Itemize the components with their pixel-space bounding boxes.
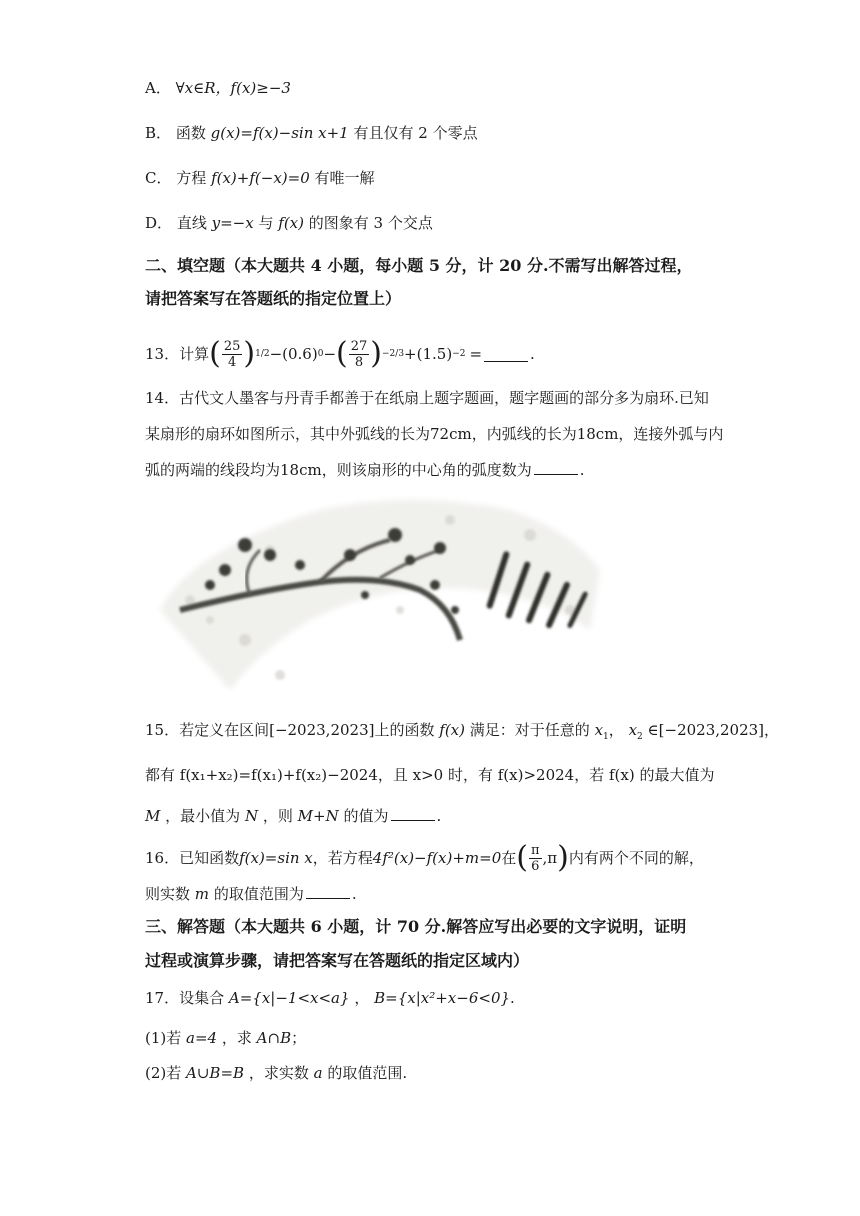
q17-p1e: ；: [291, 1029, 307, 1047]
option-d-pre: 直线: [176, 214, 207, 232]
q13-frac2-den: 8: [354, 354, 364, 370]
q13-answer-blank[interactable]: [484, 347, 528, 362]
q13-term4: +(1.5): [404, 345, 453, 363]
q16-frac: [529, 843, 542, 874]
option-a-text: ∀x∈R，f(x)≥−3: [175, 79, 291, 97]
option-c: [145, 168, 375, 188]
option-c-label: C．: [145, 169, 172, 187]
option-d: [145, 213, 433, 233]
q16-pi: ,π: [542, 849, 558, 867]
q16-m: m: [194, 885, 210, 903]
q14-answer-blank[interactable]: [534, 460, 578, 475]
q13-term3: −: [323, 345, 337, 363]
q13-pre: 计算: [179, 345, 210, 363]
q13-frac1-num: 25: [223, 338, 241, 354]
q15-line1: 15．若定义在区间[−2023,2023]上的函数 f(x) 满足：对于任意的 $x_1$， $x_2$ ∈[−2023,2023]，: [145, 721, 780, 742]
q16-frac-num: π: [530, 842, 540, 858]
q14-line2: 某扇形的扇环如图所示，其中外弧线的长为72cm，内弧线的长为18cm，连接外弧与内: [145, 425, 724, 443]
q13-frac2-num: 27: [350, 338, 368, 354]
q15-line3b: ，最小值为: [165, 807, 241, 825]
q15-M: M: [145, 807, 161, 825]
q17-p2a: (2)若: [145, 1064, 182, 1082]
q17-p2e: 的取值范围.: [327, 1064, 408, 1082]
q15-MN: M+N: [297, 807, 339, 825]
option-d-label: D．: [145, 214, 173, 232]
q17-comma: ，: [354, 989, 370, 1007]
q17-part2: [145, 1063, 407, 1083]
q13-frac1-den: 4: [227, 354, 237, 370]
option-b-expr: g(x)=f(x)−sin x+1: [210, 124, 349, 142]
q17-p2d: a: [313, 1064, 323, 1082]
q17-a: 17．设集合: [145, 989, 225, 1007]
q16-answer-blank[interactable]: [306, 884, 350, 899]
section2-heading-line1: 二、填空题（本大题共 4 小题，每小题 5 分，计 20 分.不需写出解答过程，: [145, 256, 693, 275]
q14-line3: [145, 460, 585, 480]
option-d-post: 的图象有 3 个交点: [308, 214, 433, 232]
q16-line1: 16．已知函数 f(x)=sin x ，若方程 4f²(x)−f(x)+m=0 在 ( $\frac{\pi}{6}$ ,π ) 内有两个不同的解，: [145, 840, 704, 875]
q17-p1b: a=4: [186, 1029, 218, 1047]
q17-p2c: ，求实数: [248, 1064, 309, 1082]
section2-heading-line2: 请把答案写在答题纸的指定位置上）: [145, 289, 402, 308]
q17-p1a: (1)若: [145, 1029, 182, 1047]
q13-frac1: [222, 339, 243, 370]
section3-heading-line1: 三、解答题（本大题共 6 小题，计 70 分.解答应写出必要的文字说明，证明: [145, 917, 687, 936]
option-a-label: A．: [145, 79, 171, 97]
option-b-pre: 函数: [175, 124, 206, 142]
option-b-post: 有且仅有 2 个零点: [353, 124, 478, 142]
q17-end: .: [510, 989, 515, 1007]
q13-number: 13．: [145, 345, 180, 363]
q15-f: f(x): [439, 721, 465, 739]
option-c-expr: f(x)+f(−x)=0: [211, 169, 310, 187]
q16-b: f(x)=sin x: [239, 849, 313, 867]
q13-end: .: [530, 345, 535, 363]
q16-line2c: 的取值范围为: [213, 885, 304, 903]
q13-exp2: 0: [317, 349, 324, 359]
option-b-label: B．: [145, 124, 172, 142]
q13-equals: =: [469, 345, 483, 363]
q16-line2: [145, 884, 357, 904]
q13-exp4: −2: [452, 349, 466, 359]
option-d-expr1: y=−x: [211, 214, 254, 232]
option-c-pre: 方程: [176, 169, 207, 187]
q15-line3f: 的值为: [343, 807, 389, 825]
q13-frac2: [349, 339, 370, 370]
q15-line2: 都有 f(x₁+x₂)=f(x₁)+f(x₂)−2024，且 x>0 时，有 f(x)>2024，若 f(x) 的最大值为: [145, 766, 715, 784]
q15-line1b: 满足：对于任意的: [469, 721, 590, 739]
option-c-post: 有唯一解: [314, 169, 375, 187]
q15-x2: x: [628, 721, 638, 739]
section3-heading-line2: 过程或演算步骤，请把答案写在答题纸的指定区域内）: [145, 951, 530, 970]
q15-answer-blank[interactable]: [391, 806, 435, 821]
q16-line2a: 则实数: [145, 885, 191, 903]
q16-frac-den: 6: [531, 858, 540, 874]
q17-setA: A={x|−1<x<a}: [228, 989, 350, 1007]
q17-p1c: ，求: [221, 1029, 252, 1047]
q16-f: 内有两个不同的解，: [568, 849, 704, 867]
q16-a: 16．已知函数: [145, 849, 240, 867]
q15-N: N: [244, 807, 259, 825]
q13-term2: −(0.6): [269, 345, 318, 363]
q15-end: .: [436, 807, 442, 825]
option-b: [145, 123, 478, 143]
q15-comma: ，: [608, 721, 624, 739]
q16-d: 4f²(x)−f(x)+m=0: [372, 849, 502, 867]
q15-line3d: ，则: [262, 807, 293, 825]
q13-exp3: −2/3: [382, 349, 405, 359]
option-d-expr2: f(x): [278, 214, 304, 232]
q17-stem: [145, 988, 515, 1008]
option-d-mid: 与: [258, 214, 274, 232]
q17-part1: [145, 1028, 306, 1048]
q16-e: 在: [501, 849, 517, 867]
q15-line3: [145, 806, 441, 826]
q14-line1: 14．古代文人墨客与丹青手都善于在纸扇上题字题画，题字题画的部分多为扇环.已知: [145, 389, 709, 407]
q16-c: ，若方程: [312, 849, 373, 867]
q15-interval: ∈[−2023,2023]，: [647, 721, 780, 739]
q14-end: .: [579, 461, 585, 479]
q13-exp1: 1/2: [255, 349, 270, 359]
q15-x1: x: [594, 721, 604, 739]
q15-line1a: 15．若定义在区间[−2023,2023]上的函数: [145, 721, 435, 739]
fan-painting-image: [150, 490, 610, 700]
option-a: [145, 78, 291, 98]
q14-line3-text: 弧的两端的线段均为18cm，则该扇形的中心角的弧度数为: [145, 461, 532, 479]
q17-setB: B={x|x²+x−6<0}: [374, 989, 511, 1007]
q16-end: .: [351, 885, 357, 903]
q17-p1d: A∩B: [256, 1029, 292, 1047]
question-13: 13． 计算 ( $\frac{25}{4}$ ) 1/2 −(0.6) 0 − ( $\frac{27}{8}$ ) −2/3 +(1.5) −2 = .: [145, 336, 535, 371]
q17-p2b: A∪B=B: [186, 1064, 245, 1082]
